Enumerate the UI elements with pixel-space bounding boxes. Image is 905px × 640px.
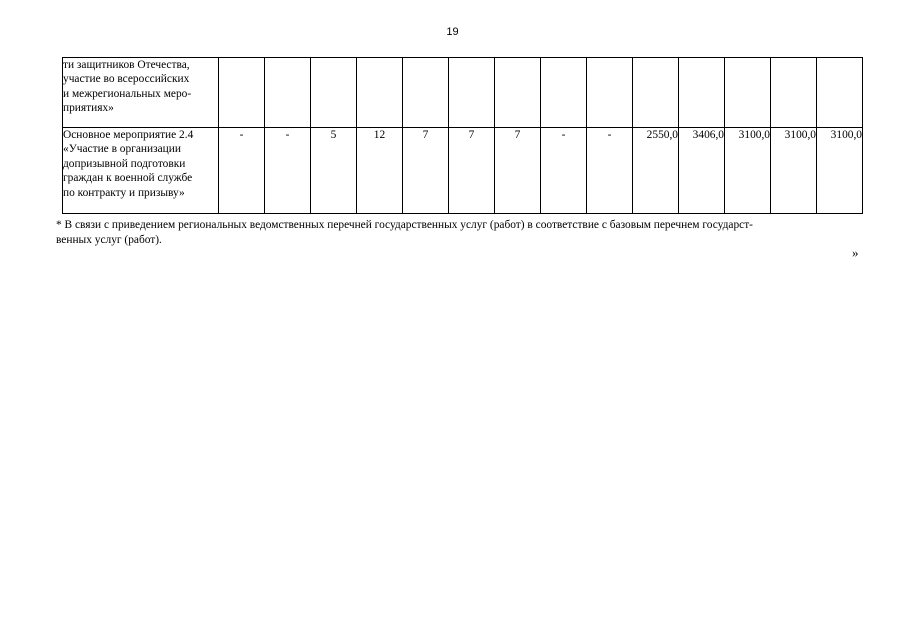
table-cell: 7 bbox=[403, 128, 449, 214]
closing-quote-mark: » bbox=[852, 245, 859, 260]
table-cell bbox=[817, 58, 863, 128]
table-row bbox=[63, 58, 863, 128]
table-row bbox=[63, 128, 863, 214]
description-line: Основное мероприятие 2.4 bbox=[63, 129, 194, 141]
table-cell: - bbox=[219, 128, 265, 214]
footnote-line: * В связи с приведением региональных ведомственных перечней государственных услуг (работ) в соответствие с базовым перечнем государст- bbox=[56, 219, 753, 231]
table-cell bbox=[357, 58, 403, 128]
description-line: допризывной подготовки bbox=[63, 157, 186, 170]
table-cell bbox=[449, 58, 495, 128]
table-cell: 3406,0 bbox=[679, 128, 725, 214]
table-cell: 3100,0 bbox=[817, 128, 863, 214]
table-cell bbox=[771, 58, 817, 128]
table-cell: 3100,0 bbox=[771, 128, 817, 214]
description-line: приятиях» bbox=[63, 102, 114, 115]
table-cell bbox=[219, 58, 265, 128]
footnote bbox=[56, 218, 866, 247]
table-cell: - bbox=[587, 128, 633, 214]
table-cell: 7 bbox=[495, 128, 541, 214]
row-description bbox=[63, 58, 219, 128]
description-line: «Участие в организации bbox=[63, 143, 181, 156]
description-line: и межрегиональных меро- bbox=[63, 87, 192, 100]
table-cell bbox=[679, 58, 725, 128]
table-cell: 5 bbox=[311, 128, 357, 214]
description-line: участие во всероссийских bbox=[63, 73, 190, 86]
table-cell: 7 bbox=[449, 128, 495, 214]
table-cell: 12 bbox=[357, 128, 403, 214]
row-description bbox=[63, 128, 219, 214]
table-cell bbox=[495, 58, 541, 128]
description-line: по контракту и призыву» bbox=[63, 186, 185, 199]
table-cell: - bbox=[265, 128, 311, 214]
table-cell bbox=[633, 58, 679, 128]
table-cell bbox=[265, 58, 311, 128]
table-cell bbox=[403, 58, 449, 128]
table-cell bbox=[541, 58, 587, 128]
data-table bbox=[62, 57, 863, 214]
table-cell: 3100,0 bbox=[725, 128, 771, 214]
table-cell: 2550,0 bbox=[633, 128, 679, 214]
table-cell bbox=[311, 58, 357, 128]
description-line: ти защитников Отечества, bbox=[63, 59, 190, 71]
table-cell bbox=[725, 58, 771, 128]
description-line: граждан к военной службе bbox=[63, 172, 193, 185]
page-number: 19 bbox=[446, 26, 459, 38]
table-cell: - bbox=[541, 128, 587, 214]
footnote-line: венных услуг (работ). bbox=[56, 233, 162, 246]
table-cell bbox=[587, 58, 633, 128]
